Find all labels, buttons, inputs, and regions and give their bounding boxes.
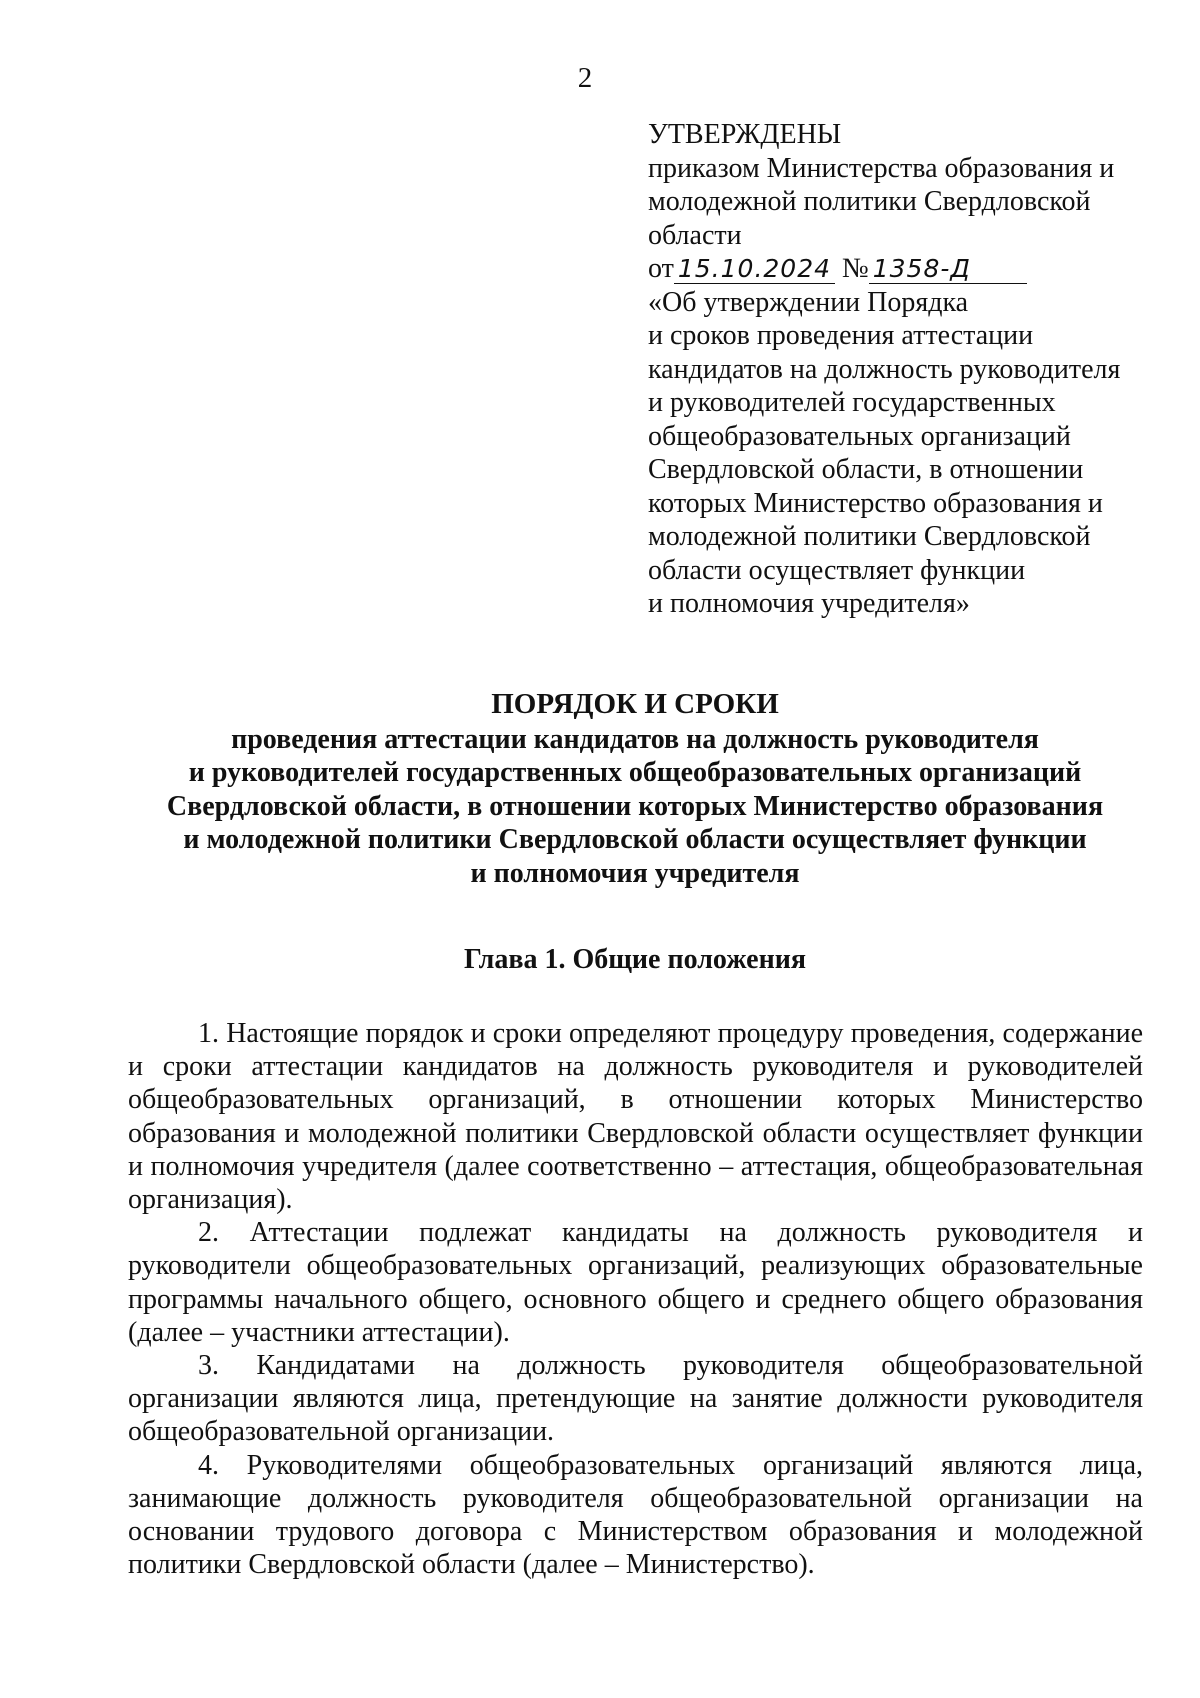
order-title-line: и руководителей государственных [648, 387, 1056, 418]
chapter-heading: Глава 1. Общие положения [463, 944, 806, 975]
approval-line: приказом Министерства образования и [648, 152, 1115, 184]
order-title-line: Свердловской области, в отношении [648, 454, 1084, 485]
paragraph-4: 4. Руководителями общеобразовательных организаций являются лица, занимающие должность руководителя общеобразовательной организации на основании трудового договора с Министерством образования и молодежной политики Свердловской области (далее – Министерство). [128, 1449, 1143, 1581]
order-title-line: которых Министерство образования и [648, 487, 1103, 519]
document-title-line: и полномочия учредителя [470, 857, 800, 889]
order-title-line: области осуществляет функции [648, 554, 1026, 586]
handwritten-order-number: 1358-Д [869, 255, 1027, 284]
document-title [0, 688, 1200, 890]
approval-line: области [648, 219, 742, 251]
order-title-line: и сроков проведения аттестации [648, 320, 1034, 351]
order-title-line: и полномочия учредителя» [648, 588, 970, 619]
document-title-line: и молодежной политики Свердловской области осуществляет функции [183, 824, 1087, 855]
date-prefix: от [648, 253, 674, 284]
order-title-line: общеобразовательных организаций [648, 420, 1071, 452]
paragraph-2: 2. Аттестации подлежат кандидаты на должность руководителя и руководители общеобразовательных организаций, реализующих образовательные программы начального общего, основного общего и среднего общего образования (далее – участники аттестации). [128, 1217, 1143, 1348]
document-title-line: и руководителей государственных общеобразовательных организаций [188, 757, 1082, 788]
order-title-line: кандидатов на должность руководителя [648, 353, 1121, 385]
approval-line: молодежной политики Свердловской [648, 186, 1091, 217]
handwritten-date: 15.10.2024 [674, 255, 835, 284]
document-title-line: проведения аттестации кандидатов на должность руководителя [231, 723, 1039, 755]
page-number: 2 [577, 62, 593, 94]
approval-heading: УТВЕРЖДЕНЫ [648, 119, 842, 150]
order-reference [648, 252, 1168, 286]
approval-block [648, 118, 1168, 621]
document-title-line: Свердловской области, в отношении которых Министерство образования [166, 790, 1104, 822]
body-text [128, 1017, 1143, 1581]
paragraph-3: 3. Кандидатами на должность руководителя общеобразовательной организации являются лица, претендующие на занятие должности руководителя общеобразовательной организации. [128, 1350, 1143, 1448]
order-title-line: «Об утверждении Порядка [648, 286, 969, 318]
order-title-line: молодежной политики Свердловской [648, 521, 1091, 552]
paragraph-1: 1. Настоящие порядок и сроки определяют процедуру проведения, содержание и сроки аттестации кандидатов на должность руководителя и руководителей общеобразовательных организаций, в отношении которых Министерство образования и молодежной политики Свердловской области осуществляет функции и полномочия учредителя (далее соответственно – аттестация, общеобразовательная организация). [128, 1018, 1143, 1216]
number-prefix: № [842, 253, 869, 284]
document-title-main: ПОРЯДОК И СРОКИ [491, 688, 779, 720]
